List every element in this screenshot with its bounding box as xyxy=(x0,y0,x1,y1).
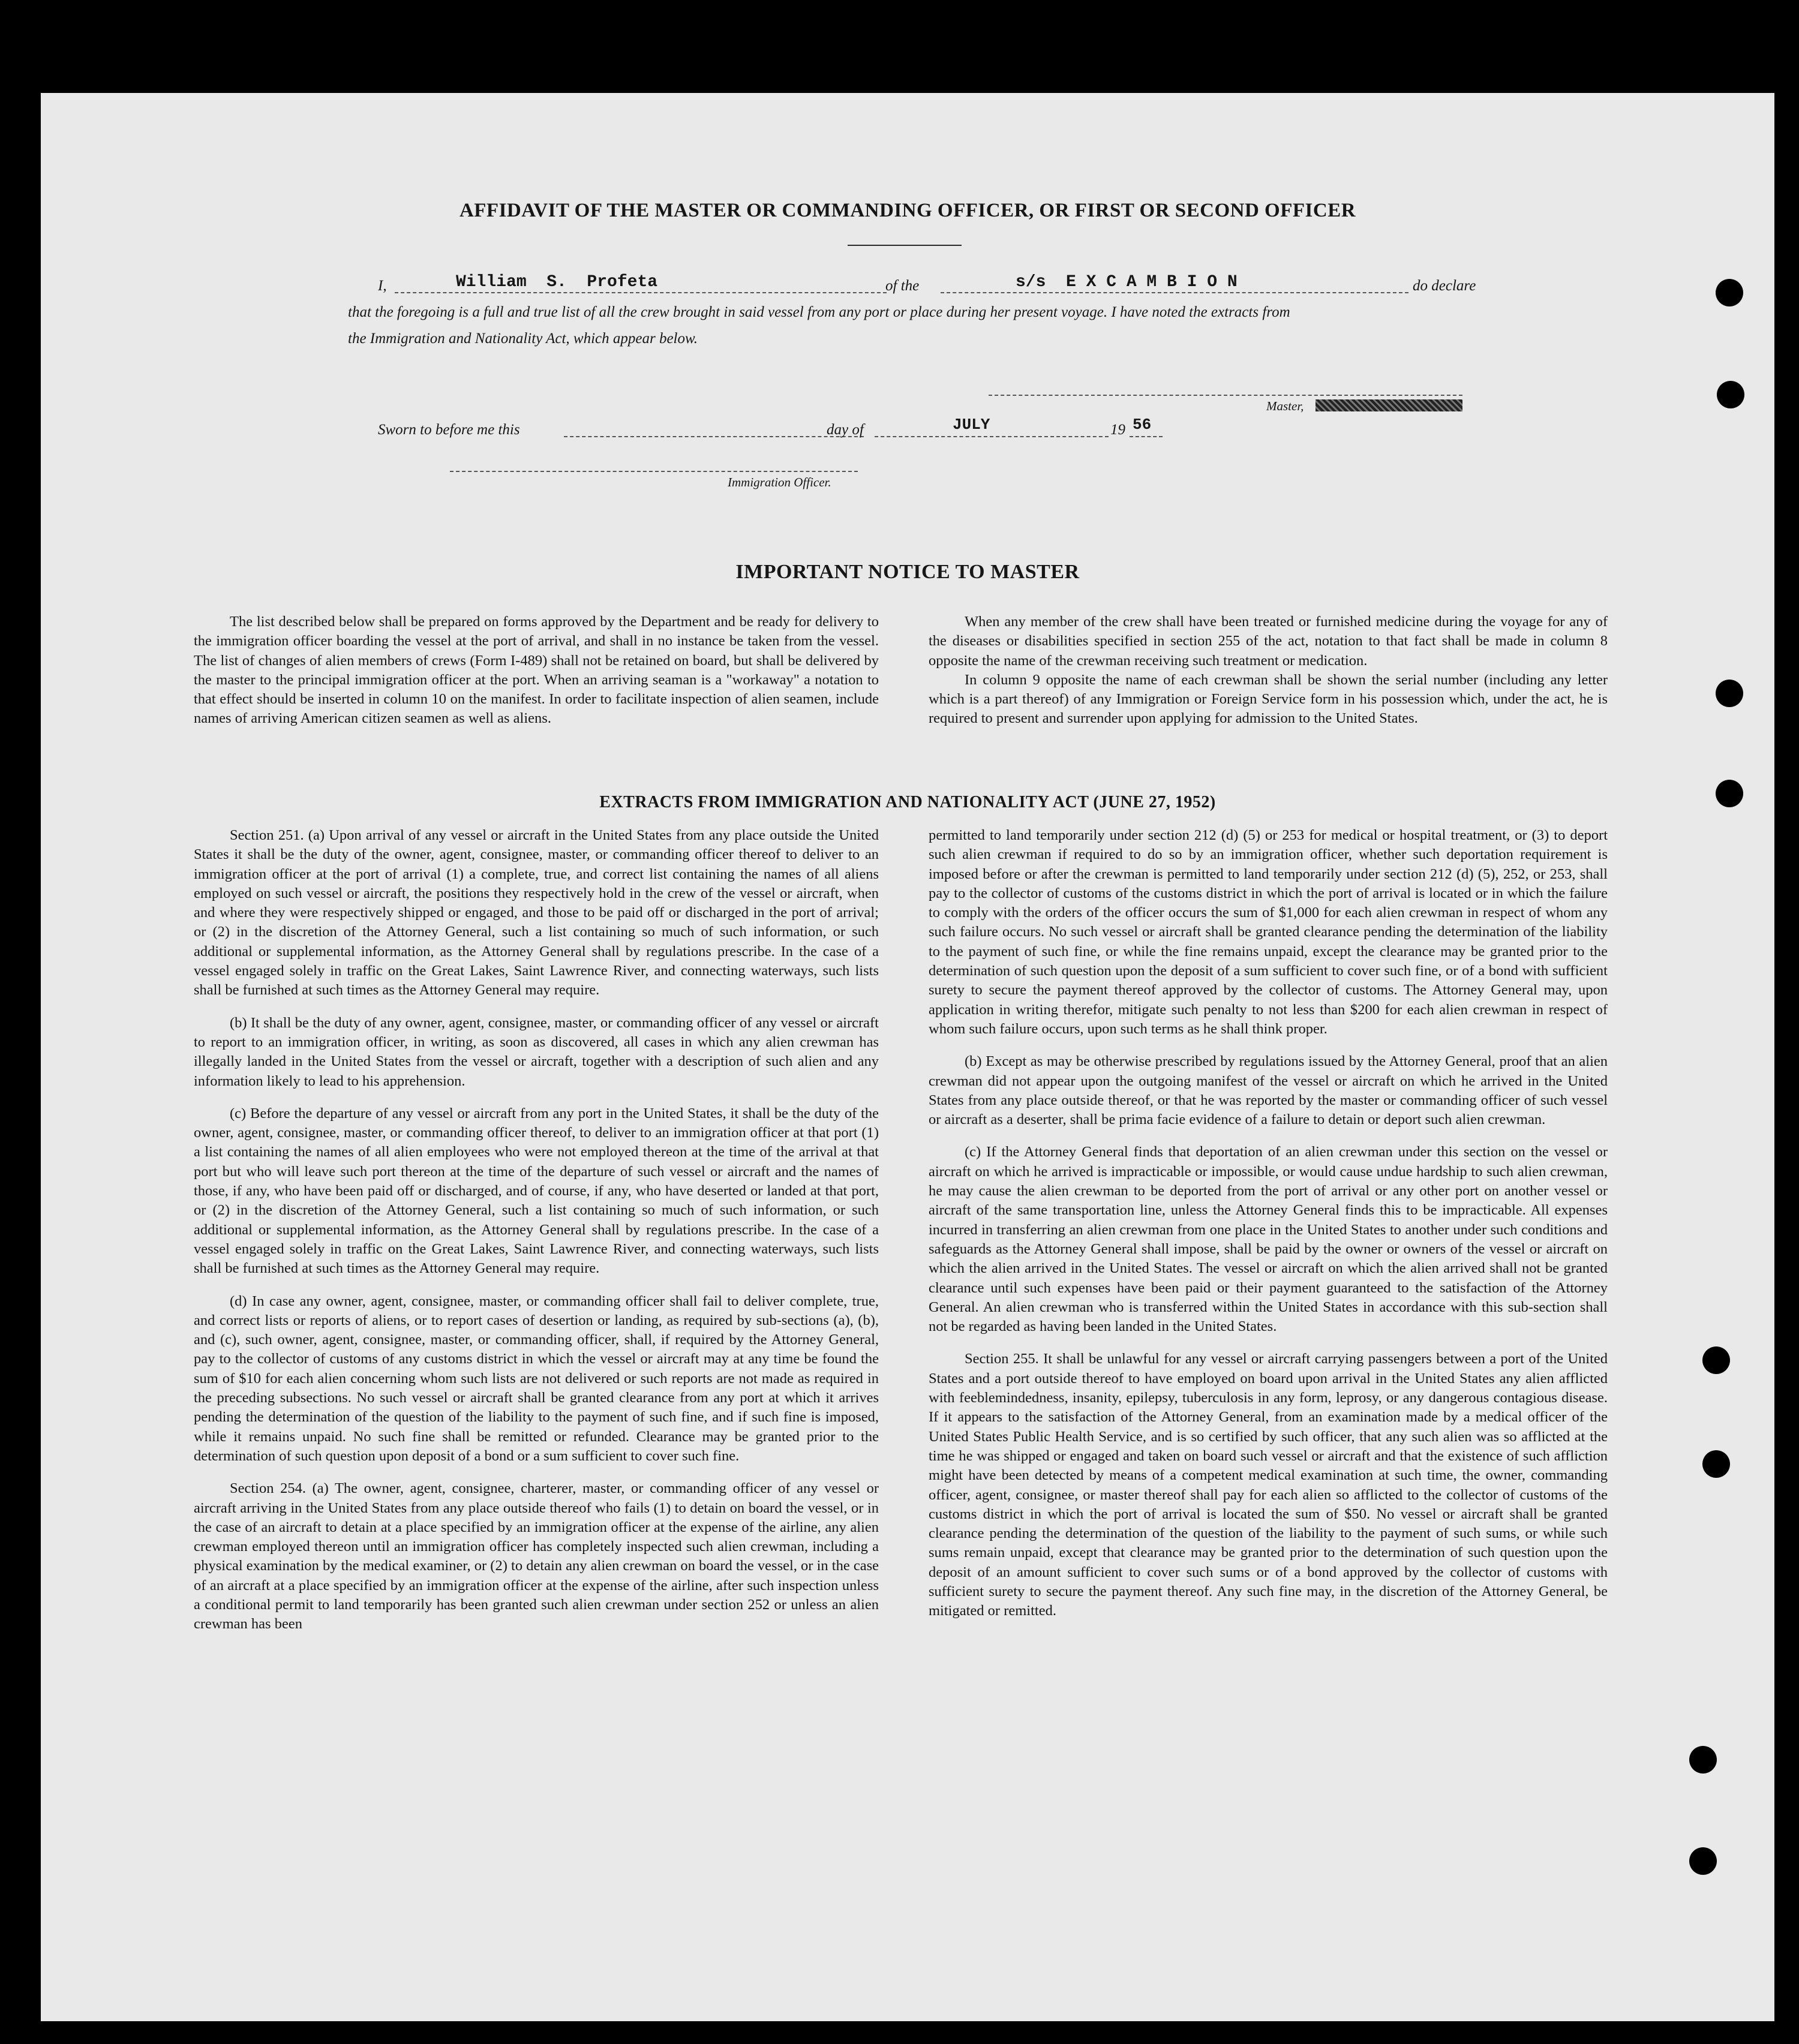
affidavit-title: AFFIDAVIT OF THE MASTER OR COMMANDING OFFICER, OR FIRST OR SECOND OFFICER xyxy=(459,200,1356,221)
extract-section-251b: (b) It shall be the duty of any owner, agent, consignee, master, or commanding officer of any vessel or aircraft to report to an immigration officer, in writing, as soon as discovered, all cases in which any alien crewman has illegally landed in the United States from the vessel or aircraft, together with a description of such alien and any information likely to lead to his apprehension. xyxy=(194,1014,879,1089)
punch-hole xyxy=(1717,381,1744,408)
do-declare-label: do declare xyxy=(1413,278,1476,294)
notice-title: IMPORTANT NOTICE TO MASTER xyxy=(735,561,1080,583)
extracts-right-column xyxy=(929,826,1608,1634)
notice-right-column xyxy=(929,612,1608,742)
i-label: I, xyxy=(378,278,387,294)
month-line xyxy=(875,436,1109,437)
extract-section-251a: Section 251. (a) Upon arrival of any vessel or aircraft in the United States from any place outside the United States it shall be the duty of the owner, agent, consignee, master, or commanding officer thereof to deliver to an immigration officer at the port of arrival (1) a complete, true, and correct list containing the names of all aliens employed on such vessel or aircraft, the positions they respectively hold in the crew of the vessel or aircraft, when and where they were respectively shipped or engaged, and those to be paid off or discharged in the port of arrival; or (2) in the discretion of the Attorney General, such a list containing so much of such information, or such additional or supplemental information, as the Attorney General shall by regulations prescribe. In the case of a vessel engaged solely in traffic on the Great Lakes, Saint Lawrence River, and connecting waterways, such lists shall be furnished at such times as the Attorney General may require. xyxy=(194,827,879,999)
officer-signature-line xyxy=(450,471,858,472)
punch-hole xyxy=(1702,1450,1730,1478)
year-prefix: 19 xyxy=(1110,422,1125,438)
vessel-line xyxy=(941,292,1408,293)
notice-left-paragraph: The list described below shall be prepared on forms approved by the Department and be ready for delivery to the immigration officer boarding the vessel at the port of arrival, and shall in no instance be taken from the vessel. The list of changes of alien members of crews (Form I-489) shall not be retained on board, but shall be delivered by the master to the principal immigration officer at the port. When an arriving seaman is a "workaway" a notation to that effect should be inserted in column 10 on the manifest. In order to facilitate inspection of alien seamen, include names of arriving American citizen seamen as well as aliens. xyxy=(194,614,879,727)
punch-hole xyxy=(1716,279,1743,306)
extract-section-255: Section 255. It shall be unlawful for any vessel or aircraft carrying passengers between a port of the United States and a port outside thereof to have employed on board upon arrival in the United States any alien afflicted with feeblemindedness, insanity, epilepsy, tuberculosis in any form, leprosy, or any dangerous contagious disease. If it appears to the satisfaction of the Attorney General, from an examination made by a medical officer of the United States Public Health Service, and is so certified by such officer, that any such alien was so afflicted at the time he was shipped or engaged and taken on board such vessel or aircraft and that the existence of such affliction might have been detected by means of a competent medical examination at such time, the owner, commanding officer, agent, consignee, or master thereof shall pay for each alien so afflicted to the collector of customs of the customs district in which the port of arrival is located the sum of $50. No vessel or aircraft shall be granted clearance pending the determination of the question of the liability to the payment of such sums, or while such sums remain unpaid, except that clearance may be granted prior to the determination of such question upon the deposit of an amount sufficient to cover such sums or of a bond approved by the collector of customs with sufficient surety to secure the payment thereof. Any such fine may, in the discretion of the Attorney General, be mitigated or remitted. xyxy=(929,1351,1608,1619)
month-value: JULY xyxy=(953,416,990,434)
year-line xyxy=(1130,436,1163,437)
extract-section-251d: (d) In case any owner, agent, consignee, master, or commanding officer shall fail to deliver complete, true, and correct lists or reports of aliens, or to report cases of desertion or landing, as required by sub-sections (a), (b), and (c), such owner, agent, consignee, master, or commanding officer, shall, if required by the Attorney General, pay to the collector of customs of any customs district in which the vessel or aircraft may at any time be found the sum of $10 for each alien concerning whom such lists are not delivered or such reports are not made as required in the preceding subsections. No such vessel or aircraft shall be granted clearance from any port at which it arrives pending the determination of the question of the liability to the payment of such fine, and if such fine is imposed, while it remains unpaid. No such fine shall be remitted or refunded. Clearance may be granted prior to the determination of such question upon deposit of a bond or a sum sufficient to cover such fine. xyxy=(194,1292,879,1464)
punch-hole xyxy=(1689,1847,1717,1875)
extract-section-251c: (c) Before the departure of any vessel or aircraft from any port in the United States, it shall be the duty of the owner, agent, consignee, master, or commanding officer thereof, to deliver to an immigration officer at that port (1) a list containing the names of all alien employees who were not employed thereon at the time of the arrival at that port but who will leave such port thereon at the time of the departure of such vessel or aircraft and the names of those, if any, who have been paid off or discharged, and of course, if any, who have deserted or landed at that port, or (2) in the discretion of the Attorney General, such a list containing so much of such information, or such additional or supplemental information, as the Attorney General shall by regulations prescribe. In the case of a vessel engaged solely in traffic on the Great Lakes, Saint Lawrence River, and connecting waterways, such lists shall be furnished at such times as the Attorney General may require. xyxy=(194,1105,879,1277)
punch-hole xyxy=(1716,780,1743,807)
extract-section-254c: (c) If the Attorney General finds that deportation of an alien crewman under this section on the vessel or aircraft on which he arrived is impracticable or impossible, or would cause undue hardship to such alien crewman, he may cause the alien crewman to be deported from the port of arrival or any other port on another vessel or aircraft of the same transportation line, unless the Attorney General finds this to be impracticable. All expenses incurred in transferring an alien crewman from one place in the United States to another under such conditions and safeguards as the Attorney General shall impose, shall be paid by the owner or owners of the vessel or aircraft on which the alien arrived in the United States. The vessel or aircraft on which the alien arrived shall not be granted clearance until such expenses have been paid or their payment guaranteed to the satisfaction of the Attorney General. An alien crewman who is transferred within the United States in accordance with this sub-section shall not be regarded as having been landed in the United States. xyxy=(929,1144,1608,1335)
statement-line-2: the Immigration and Nationality Act, which appear below. xyxy=(348,330,698,347)
punch-hole xyxy=(1716,680,1743,707)
redacted-title xyxy=(1316,399,1462,411)
extracts-title: EXTRACTS FROM IMMIGRATION AND NATIONALITY ACT (JUNE 27, 1952) xyxy=(599,793,1216,811)
notice-right-paragraph-1: When any member of the crew shall have been treated or furnished medicine during the voyage for any of the diseases or disabilities specified in section 255 of the act, notation to that fact shall be made in column 8 opposite the name of the crewman receiving such treatment or medication. xyxy=(929,614,1608,669)
punch-hole xyxy=(1702,1346,1730,1374)
statement-line-1: that the foregoing is a full and true list of all the crew brought in said vessel from any port or place during her present voyage. I have noted the extracts from xyxy=(348,304,1290,320)
day-of-label: day of xyxy=(827,422,864,438)
extract-section-254a: Section 254. (a) The owner, agent, consignee, charterer, master, or commanding officer of any vessel or aircraft arriving in the United States from any place outside thereof who fails (1) to detain on board the vessel, or in the case of an aircraft to detain at a place specified by an immigration officer at the expense of the airline, any alien crewman employed thereon until an immigration officer has completely inspected such alien crewman, including a physical examination by the medical examiner, or (2) to detain any alien crewman on board the vessel, or in the case of an aircraft at a place specified by an immigration officer at the expense of the airline, after such inspection unless a conditional permit to land temporarily has been granted such alien crewman under section 252 or unless an alien crewman has been xyxy=(194,1480,879,1633)
extract-section-254a-cont: permitted to land temporarily under section 212 (d) (5) or 253 for medical or hospital treatment, or (3) to deport such alien crewman if required to do so by an immigration officer, whether such deportation requirement is imposed before or after the crewman is permitted to land temporarily under section 212 (d) (5), 252, or 253, shall pay to the collector of customs of the customs district in which the port of arrival is located or in which the failure to comply with the orders of the officer occurs the sum of $1,000 for each alien crewman in respect of whom any such failure occurs. No such vessel or aircraft shall be granted clearance pending the determination of the liability to the payment of such fine, or while the fine remains unpaid, except the clearance may be granted prior to the determination of such question upon the deposit of a sum sufficient to cover such fine, or of a bond with sufficient surety to secure the payment thereof approved by the collector of customs. The Attorney General may, upon application in writing therefor, mitigate such penalty to not less than $200 for each alien crewman in respect of whom such failure occurs, upon such terms as he shall think proper. xyxy=(929,827,1608,1037)
vessel-name: s/s E X C A M B I O N xyxy=(1016,273,1238,291)
document-page xyxy=(41,93,1774,2021)
notice-left-column xyxy=(194,612,879,742)
master-signature-line xyxy=(989,395,1462,396)
name-line xyxy=(395,292,887,293)
year-suffix: 56 xyxy=(1133,416,1152,434)
master-name: William S. Profeta xyxy=(456,273,658,291)
title-underline xyxy=(848,245,962,246)
immigration-officer-label: Immigration Officer. xyxy=(728,475,831,489)
sworn-day-line xyxy=(564,436,864,437)
punch-hole xyxy=(1689,1746,1717,1774)
master-label: Master, xyxy=(1266,399,1304,413)
extract-section-254b: (b) Except as may be otherwise prescribed by regulations issued by the Attorney General, proof that an alien crewman did not appear upon the outgoing manifest of the vessel or aircraft on which he arrived in the United States from any place outside thereof, or that he was reported by the master or commanding officer of such vessel or aircraft as a deserter, shall be prima facie evidence of a failure to detain or deport such alien crewman. xyxy=(929,1053,1608,1128)
of-the-label: of the xyxy=(885,278,920,294)
extracts-left-column xyxy=(194,826,879,1648)
sworn-label: Sworn to before me this xyxy=(378,422,520,438)
notice-right-paragraph-2: In column 9 opposite the name of each crewman shall be shown the serial number (including any letter which is a part thereof) of any Immigration or Foreign Service form in his possession which, under the act, he is required to present and surrender upon applying for admission to the United States. xyxy=(929,671,1608,727)
